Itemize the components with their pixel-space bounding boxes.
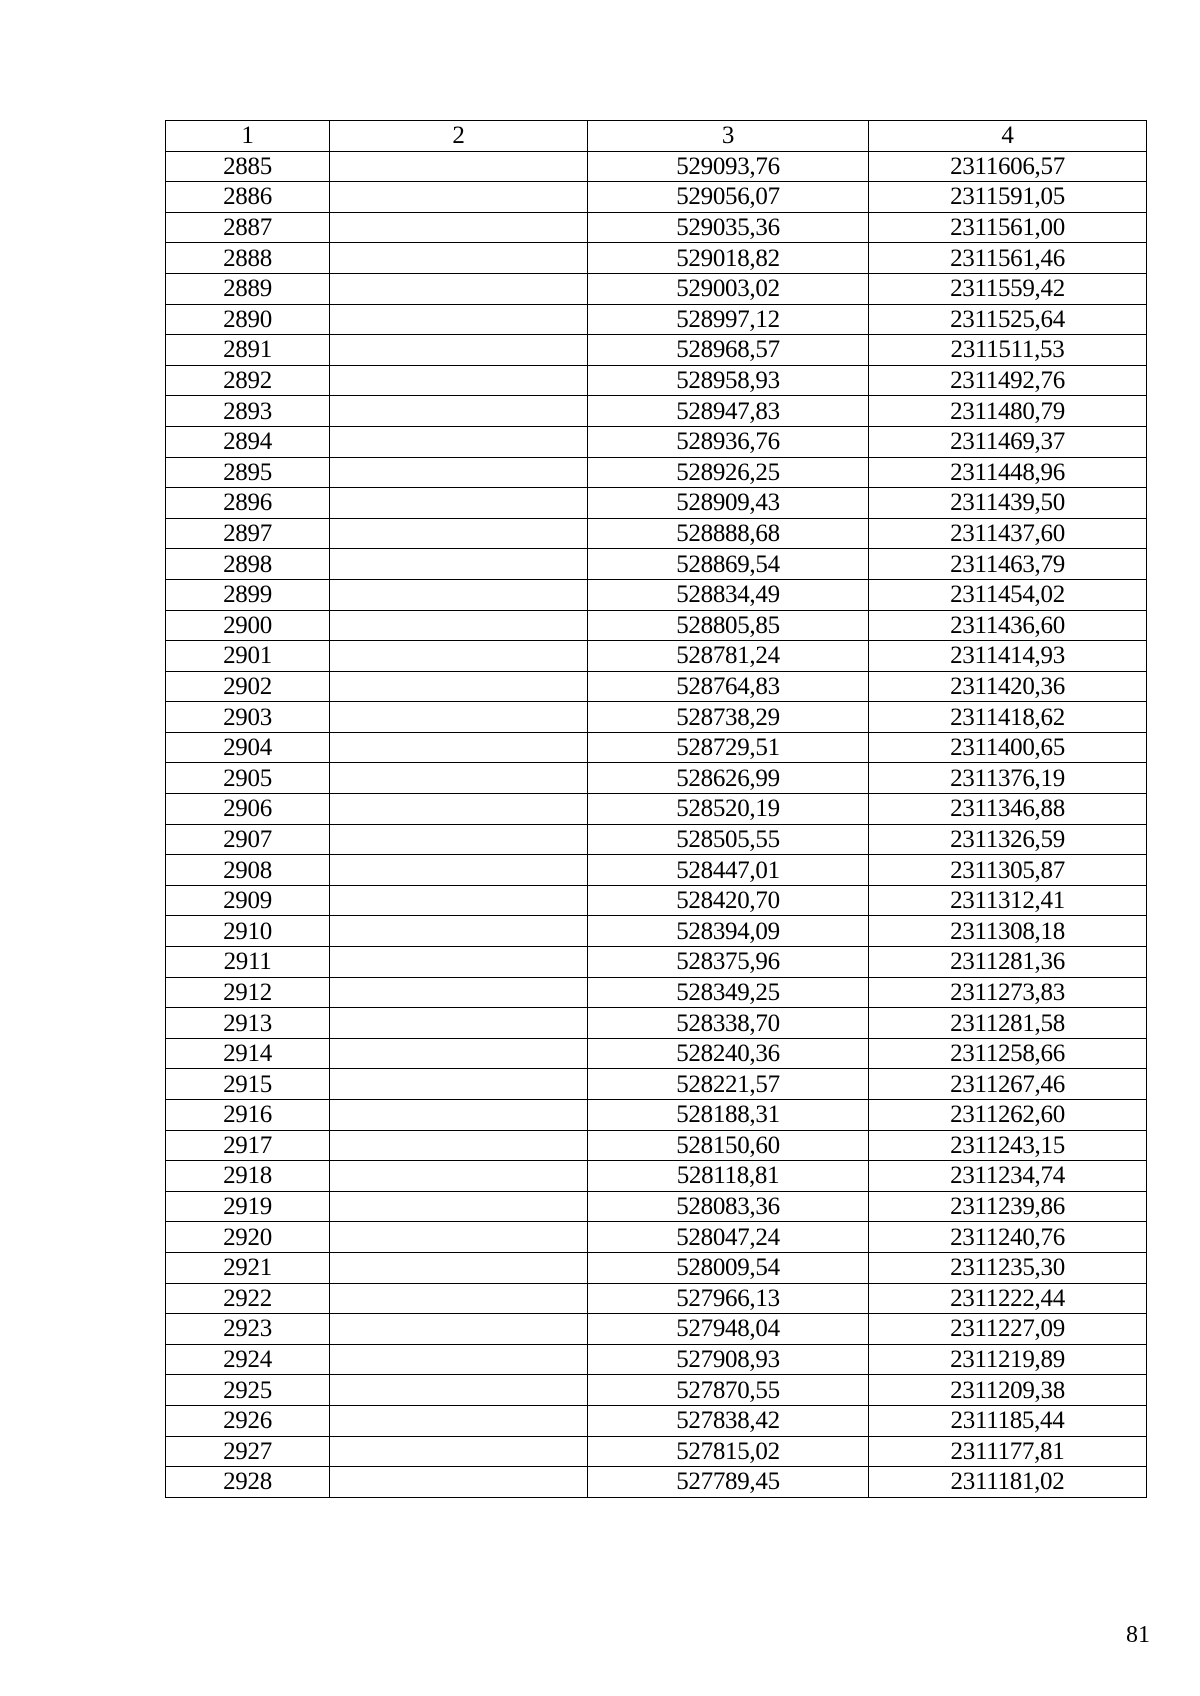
table-row [166,1436,1147,1467]
y-coordinate-cell: 2311239,86 [869,1191,1147,1222]
point-number-cell: 2909 [166,885,330,916]
point-number-cell: 2901 [166,641,330,672]
x-coordinate-cell: 528947,83 [588,396,869,427]
point-number-cell: 2899 [166,579,330,610]
table-row [166,855,1147,886]
table-row [166,1375,1147,1406]
table-row [166,549,1147,580]
y-coordinate-cell: 2311376,19 [869,763,1147,794]
table-row [166,641,1147,672]
point-number-cell: 2895 [166,457,330,488]
table-row [166,182,1147,213]
x-coordinate-cell: 528764,83 [588,671,869,702]
table-row [166,794,1147,825]
point-number-cell: 2904 [166,732,330,763]
empty-cell [330,1252,588,1283]
x-coordinate-cell: 528394,09 [588,916,869,947]
y-coordinate-cell: 2311511,53 [869,335,1147,366]
y-coordinate-cell: 2311437,60 [869,518,1147,549]
empty-cell [330,1038,588,1069]
empty-cell [330,335,588,366]
x-coordinate-cell: 528338,70 [588,1008,869,1039]
point-number-cell: 2887 [166,212,330,243]
empty-cell [330,794,588,825]
x-coordinate-cell: 528505,55 [588,824,869,855]
point-number-cell: 2917 [166,1130,330,1161]
table-row [166,426,1147,457]
table-row [166,151,1147,182]
point-number-cell: 2910 [166,916,330,947]
table-row [166,732,1147,763]
point-number-cell: 2892 [166,365,330,396]
point-number-cell: 2902 [166,671,330,702]
point-number-cell: 2926 [166,1405,330,1436]
table-row [166,1191,1147,1222]
empty-cell [330,1283,588,1314]
x-coordinate-cell: 527838,42 [588,1405,869,1436]
table-row [166,671,1147,702]
empty-cell [330,243,588,274]
table-row [166,212,1147,243]
empty-cell [330,549,588,580]
empty-cell [330,396,588,427]
empty-cell [330,1222,588,1253]
table-row [166,1130,1147,1161]
empty-cell [330,977,588,1008]
y-coordinate-cell: 2311463,79 [869,549,1147,580]
table-row [166,488,1147,519]
x-coordinate-cell: 527966,13 [588,1283,869,1314]
table-row [166,1069,1147,1100]
y-coordinate-cell: 2311281,36 [869,947,1147,978]
table-row [166,1405,1147,1436]
point-number-cell: 2922 [166,1283,330,1314]
x-coordinate-cell: 528909,43 [588,488,869,519]
point-number-cell: 2915 [166,1069,330,1100]
table-row [166,1161,1147,1192]
x-coordinate-cell: 528834,49 [588,579,869,610]
column-header-4: 4 [869,121,1147,152]
empty-cell [330,518,588,549]
y-coordinate-cell: 2311326,59 [869,824,1147,855]
table-row [166,1252,1147,1283]
x-coordinate-cell: 528375,96 [588,947,869,978]
empty-cell [330,365,588,396]
y-coordinate-cell: 2311308,18 [869,916,1147,947]
point-number-cell: 2923 [166,1314,330,1345]
table-row [166,273,1147,304]
y-coordinate-cell: 2311267,46 [869,1069,1147,1100]
y-coordinate-cell: 2311439,50 [869,488,1147,519]
y-coordinate-cell: 2311559,42 [869,273,1147,304]
table-row [166,824,1147,855]
x-coordinate-cell: 528888,68 [588,518,869,549]
table-row [166,1008,1147,1039]
empty-cell [330,671,588,702]
point-number-cell: 2908 [166,855,330,886]
y-coordinate-cell: 2311346,88 [869,794,1147,825]
x-coordinate-cell: 527789,45 [588,1467,869,1498]
point-number-cell: 2924 [166,1344,330,1375]
point-number-cell: 2921 [166,1252,330,1283]
y-coordinate-cell: 2311436,60 [869,610,1147,641]
point-number-cell: 2918 [166,1161,330,1192]
coordinates-table [165,120,1147,1498]
point-number-cell: 2911 [166,947,330,978]
point-number-cell: 2912 [166,977,330,1008]
table-row [166,1038,1147,1069]
y-coordinate-cell: 2311480,79 [869,396,1147,427]
empty-cell [330,1069,588,1100]
point-number-cell: 2888 [166,243,330,274]
empty-cell [330,947,588,978]
empty-cell [330,763,588,794]
x-coordinate-cell: 528997,12 [588,304,869,335]
x-coordinate-cell: 528188,31 [588,1100,869,1131]
empty-cell [330,1467,588,1498]
empty-cell [330,641,588,672]
empty-cell [330,488,588,519]
x-coordinate-cell: 527815,02 [588,1436,869,1467]
point-number-cell: 2889 [166,273,330,304]
empty-cell [330,1405,588,1436]
x-coordinate-cell: 528420,70 [588,885,869,916]
x-coordinate-cell: 528936,76 [588,426,869,457]
table-row [166,702,1147,733]
x-coordinate-cell: 528738,29 [588,702,869,733]
table-row [166,518,1147,549]
empty-cell [330,304,588,335]
y-coordinate-cell: 2311219,89 [869,1344,1147,1375]
table-row [166,947,1147,978]
empty-cell [330,457,588,488]
point-number-cell: 2897 [166,518,330,549]
column-header-3: 3 [588,121,869,152]
column-header-2: 2 [330,121,588,152]
x-coordinate-cell: 528447,01 [588,855,869,886]
empty-cell [330,1008,588,1039]
table-row [166,1467,1147,1498]
x-coordinate-cell: 528047,24 [588,1222,869,1253]
empty-cell [330,273,588,304]
y-coordinate-cell: 2311561,46 [869,243,1147,274]
empty-cell [330,824,588,855]
y-coordinate-cell: 2311185,44 [869,1405,1147,1436]
empty-cell [330,1161,588,1192]
point-number-cell: 2913 [166,1008,330,1039]
empty-cell [330,1191,588,1222]
table-row [166,457,1147,488]
empty-cell [330,1344,588,1375]
x-coordinate-cell: 529003,02 [588,273,869,304]
table-row [166,1100,1147,1131]
x-coordinate-cell: 528240,36 [588,1038,869,1069]
empty-cell [330,182,588,213]
y-coordinate-cell: 2311273,83 [869,977,1147,1008]
empty-cell [330,426,588,457]
point-number-cell: 2905 [166,763,330,794]
point-number-cell: 2898 [166,549,330,580]
x-coordinate-cell: 528118,81 [588,1161,869,1192]
empty-cell [330,916,588,947]
x-coordinate-cell: 527870,55 [588,1375,869,1406]
table-row [166,885,1147,916]
y-coordinate-cell: 2311400,65 [869,732,1147,763]
x-coordinate-cell: 528150,60 [588,1130,869,1161]
x-coordinate-cell: 528869,54 [588,549,869,580]
point-number-cell: 2890 [166,304,330,335]
table-row [166,977,1147,1008]
empty-cell [330,732,588,763]
point-number-cell: 2920 [166,1222,330,1253]
y-coordinate-cell: 2311227,09 [869,1314,1147,1345]
y-coordinate-cell: 2311414,93 [869,641,1147,672]
table-row [166,304,1147,335]
point-number-cell: 2891 [166,335,330,366]
x-coordinate-cell: 528520,19 [588,794,869,825]
table-row [166,1222,1147,1253]
y-coordinate-cell: 2311448,96 [869,457,1147,488]
point-number-cell: 2928 [166,1467,330,1498]
empty-cell [330,579,588,610]
x-coordinate-cell: 528009,54 [588,1252,869,1283]
point-number-cell: 2927 [166,1436,330,1467]
table-row [166,610,1147,641]
column-header-1: 1 [166,121,330,152]
empty-cell [330,885,588,916]
y-coordinate-cell: 2311258,66 [869,1038,1147,1069]
table-body [166,151,1147,1497]
y-coordinate-cell: 2311305,87 [869,855,1147,886]
point-number-cell: 2893 [166,396,330,427]
x-coordinate-cell: 529018,82 [588,243,869,274]
empty-cell [330,1100,588,1131]
table-row [166,1314,1147,1345]
y-coordinate-cell: 2311177,81 [869,1436,1147,1467]
y-coordinate-cell: 2311240,76 [869,1222,1147,1253]
y-coordinate-cell: 2311243,15 [869,1130,1147,1161]
y-coordinate-cell: 2311591,05 [869,182,1147,213]
y-coordinate-cell: 2311235,30 [869,1252,1147,1283]
y-coordinate-cell: 2311281,58 [869,1008,1147,1039]
empty-cell [330,855,588,886]
y-coordinate-cell: 2311606,57 [869,151,1147,182]
table-row [166,243,1147,274]
table-row [166,579,1147,610]
empty-cell [330,702,588,733]
table-row [166,1344,1147,1375]
point-number-cell: 2886 [166,182,330,213]
point-number-cell: 2896 [166,488,330,519]
point-number-cell: 2914 [166,1038,330,1069]
y-coordinate-cell: 2311420,36 [869,671,1147,702]
x-coordinate-cell: 528926,25 [588,457,869,488]
point-number-cell: 2903 [166,702,330,733]
y-coordinate-cell: 2311492,76 [869,365,1147,396]
point-number-cell: 2900 [166,610,330,641]
table-row [166,365,1147,396]
table-row [166,916,1147,947]
empty-cell [330,151,588,182]
table-row [166,1283,1147,1314]
x-coordinate-cell: 528781,24 [588,641,869,672]
x-coordinate-cell: 529056,07 [588,182,869,213]
empty-cell [330,212,588,243]
table-header-row [166,121,1147,152]
x-coordinate-cell: 528349,25 [588,977,869,1008]
y-coordinate-cell: 2311469,37 [869,426,1147,457]
x-coordinate-cell: 528626,99 [588,763,869,794]
empty-cell [330,610,588,641]
y-coordinate-cell: 2311454,02 [869,579,1147,610]
page-number: 81 [1126,1622,1150,1648]
table-row [166,396,1147,427]
empty-cell [330,1436,588,1467]
y-coordinate-cell: 2311525,64 [869,304,1147,335]
point-number-cell: 2894 [166,426,330,457]
x-coordinate-cell: 529093,76 [588,151,869,182]
y-coordinate-cell: 2311234,74 [869,1161,1147,1192]
y-coordinate-cell: 2311222,44 [869,1283,1147,1314]
x-coordinate-cell: 528083,36 [588,1191,869,1222]
empty-cell [330,1130,588,1161]
y-coordinate-cell: 2311418,62 [869,702,1147,733]
x-coordinate-cell: 528729,51 [588,732,869,763]
y-coordinate-cell: 2311561,00 [869,212,1147,243]
y-coordinate-cell: 2311262,60 [869,1100,1147,1131]
point-number-cell: 2916 [166,1100,330,1131]
point-number-cell: 2885 [166,151,330,182]
y-coordinate-cell: 2311209,38 [869,1375,1147,1406]
table-row [166,335,1147,366]
point-number-cell: 2919 [166,1191,330,1222]
x-coordinate-cell: 528958,93 [588,365,869,396]
x-coordinate-cell: 528968,57 [588,335,869,366]
point-number-cell: 2925 [166,1375,330,1406]
y-coordinate-cell: 2311312,41 [869,885,1147,916]
table-row [166,763,1147,794]
x-coordinate-cell: 529035,36 [588,212,869,243]
empty-cell [330,1375,588,1406]
point-number-cell: 2907 [166,824,330,855]
x-coordinate-cell: 527948,04 [588,1314,869,1345]
empty-cell [330,1314,588,1345]
y-coordinate-cell: 2311181,02 [869,1467,1147,1498]
point-number-cell: 2906 [166,794,330,825]
x-coordinate-cell: 527908,93 [588,1344,869,1375]
x-coordinate-cell: 528805,85 [588,610,869,641]
x-coordinate-cell: 528221,57 [588,1069,869,1100]
